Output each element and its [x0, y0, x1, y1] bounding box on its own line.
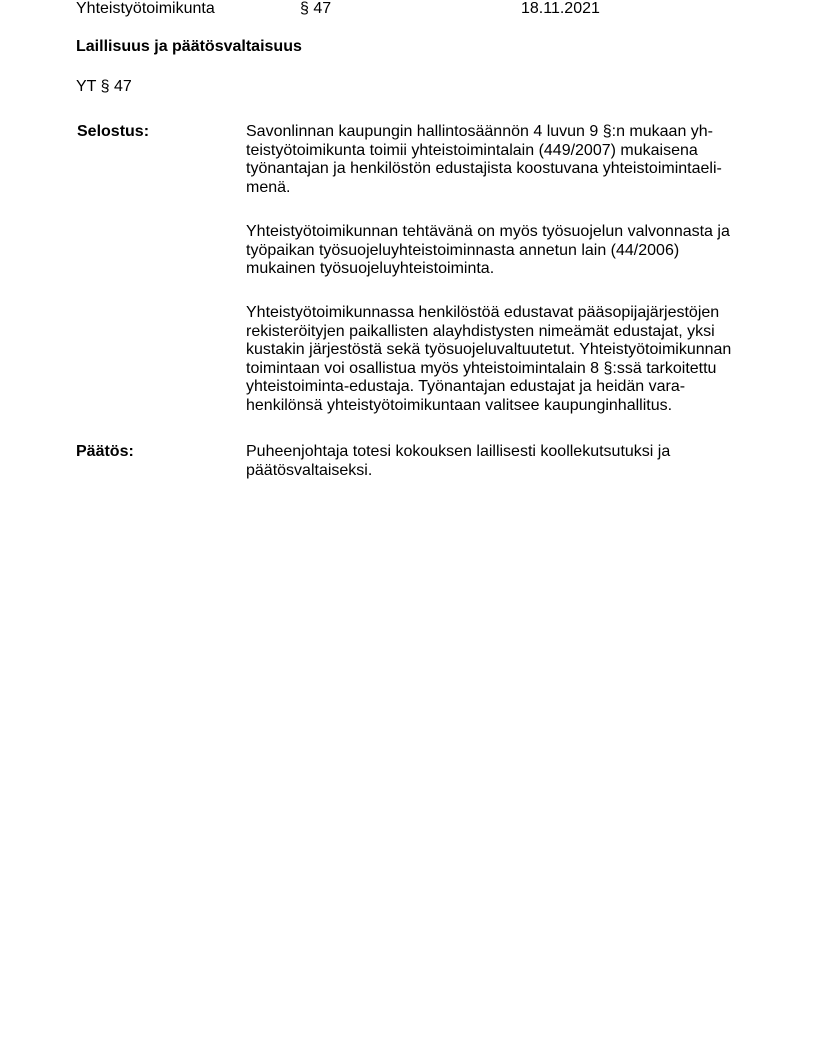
document-title: Laillisuus ja päätösvaltaisuus [76, 38, 302, 55]
paatos-label: Päätös: [76, 443, 134, 460]
header-organ: Yhteistyötoimikunta [76, 0, 215, 17]
header-date: 18.11.2021 [521, 0, 600, 17]
section-reference: YT § 47 [76, 78, 132, 95]
selostus-paragraph: Yhteistyötoimikunnan tehtävänä on myös työsuojelun valvonnasta ja työpaikan työsuojeluyhteistoiminnasta annetun lain (44/2006) mukainen työsuojeluyhteistoiminta. [246, 223, 730, 277]
header-section: § 47 [300, 0, 332, 17]
paatos-text: Puheenjohtaja totesi kokouksen laillisesti koollekutsutuksi ja päätösvaltaiseksi. [246, 443, 671, 479]
selostus-paragraph: Savonlinnan kaupungin hallintosäännön 4 luvun 9 §:n mukaan yh- teistyötoimikunta toimii yhteistoimintalain (449/2007) mukaisena työnantajan ja henkilöstön edustajista koostuvana yhteistoimintaeli- menä. [246, 123, 722, 196]
selostus-label: Selostus: [77, 123, 150, 140]
selostus-paragraph: Yhteistyötoimikunnassa henkilöstöä edustavat pääsopijajärjestöjen rekisteröityjen paikallisten alayhdistysten nimeämät edustajat, yksi kustakin järjestöstä sekä työsuojeluvaltuutetut. Yhteistyötoimikunnan toimintaan voi osallistua myös yhteistoimintalain 8 §:ssä tarkoitettu yhteistoiminta-edustaja. Työnantajan edustajat ja heidän vara- henkilönsä yhteistyötoimikuntaan valitsee kaupunginhallitus. [246, 304, 732, 414]
